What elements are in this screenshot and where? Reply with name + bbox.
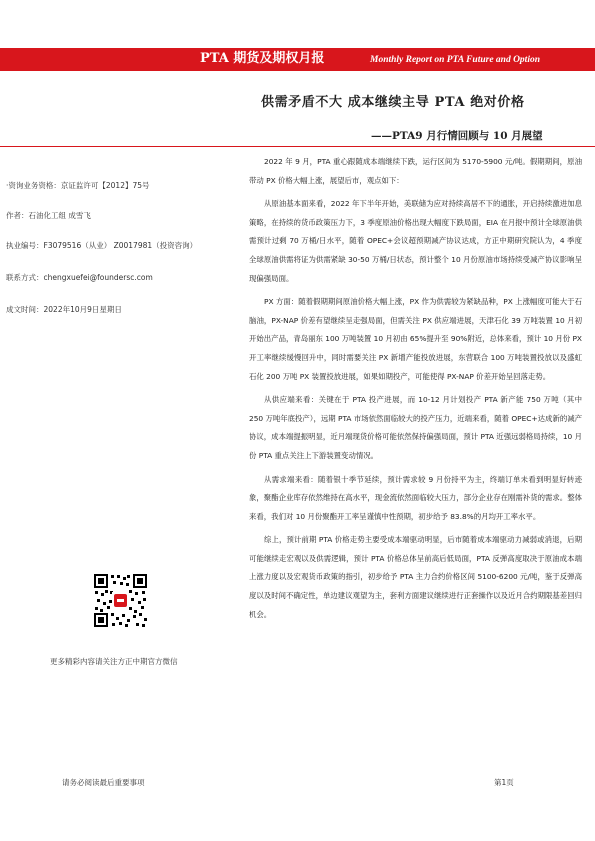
body-paragraph: 2022 年 9 月，PTA 重心跟随成本端继续下跌，运行区间为 5170-5900 元/吨。假期期间，原油带动 PX 价格大幅上涨，展望后市，观点如下：: [249, 157, 582, 185]
publish-date: 成文时间：2022年10月9日星期日: [6, 305, 122, 314]
wechat-qr-code: [93, 573, 148, 628]
body-paragraph: 从供应端来看：关键在于 PTA 投产进展，而 10-12 月计划投产 PTA 新产能 750 万吨（其中 250 万吨年底投产），远期 PTA 市场依然面临较大的投产压力，近端来看，随着 OPEC+达成新的减产协议，成本端提振明显，近月端现货价格可能依然保持偏强局面，预计 PTA 近强远弱格局持续，10 月份 PTA 重点关注上下游装置变动情况。: [249, 395, 583, 460]
report-title: 供需矛盾不大 成本继续主导 PTA 绝对价格: [261, 95, 525, 110]
body-paragraph: 从需求端来看：随着银十季节延续，预计需求较 9 月份持平为主，终端订单未看到明显好转迹象，聚酯企业库存依然维持在高水平，现金流依然面临较大压力，部分企业存在刚需补货的需求。整体来看，我们对 10 月份聚酯开工率呈谨慎中性预期，初步给予 83.8%的月均开工率水平。: [249, 474, 582, 521]
report-series-title-en: Monthly Report on PTA Future and Option: [370, 55, 540, 65]
report-body: [249, 153, 582, 629]
page-number: 第1页: [494, 778, 514, 787]
report-subtitle: ——PTA9 月行情回顾与 10 月展望: [371, 130, 543, 142]
body-paragraph: 综上，预计前期 PTA 价格走势主要受成本端驱动明显，后市随着成本端驱动力减弱或消退，后期可能继续走宏观以及供需逻辑，预计 PTA 价格总体呈前高后低局面，PTA 反弹高度取决于原油成本端上涨力度以及宏观货币政策的指引，初步给予 PTA 主力合约价格区间 5100-6200 元/吨，鉴于反弹高度以及时间不确定性，单边建议观望为主，套利方面建议继续进行正套操作以及近月合约期限基差回归机会。: [249, 535, 582, 619]
report-series-title: PTA 期货及期权月报: [200, 51, 325, 66]
contact-info: 联系方式：chengxuefei@foundersc.com: [6, 273, 153, 282]
body-paragraph: 从原油基本面来看，2022 年下半年开始，美联储为应对持续高居不下的通胀，开启持续激进加息策略，在持续的货币政策压力下，3 季度原油价格出现大幅度下跌局面，EIA 在月报中预计全球原油供需预计过剩 70 万桶/日水平，随着 OPEC+会议超预期减产协议达成，方正中期研究院认为，4 季度全球原油供需将证为供需紧缺 30-50 万桶/日状态，预计整个 10 月份原油市场持续受减产协议影响呈现偏强局面。: [249, 199, 582, 283]
body-paragraph: PX 方面：随着假期期间原油价格大幅上涨，PX 作为供需较为紧缺品种，PX 上涨幅度可能大于石脑油，PX-NAP 价差有望继续呈走强局面，但需关注 PX 供应端进展，天津石化 39 万吨装置 10 月初开始出产品，青岛丽东 100 万吨装置 10 月初由 65%提升至 90%附近，总体来看，预计 10 月份 PX 开工率继续缓慢回升中，同时需要关注 PX 新增产能投放进展，东营联合 100 万吨装置投放以及盛虹石化 200 万吨 PX 装置投放进展，如果如期投产，可能使得 PX-NAP 价差开始呈回落走势。: [249, 297, 582, 381]
header-divider: [0, 146, 595, 147]
author-info: 作者：石油化工组 成雪飞: [6, 211, 91, 220]
footer-disclaimer: 请务必阅读最后重要事项: [62, 778, 145, 787]
certificate-info: 执业编号：F3079516（从业） Z0017981（投资咨询）: [6, 241, 198, 250]
license-info: ·资询业务资格：京证监许可【2012】75号: [6, 181, 150, 190]
qr-caption: 更多精彩内容请关注方正中期官方微信: [50, 657, 178, 666]
